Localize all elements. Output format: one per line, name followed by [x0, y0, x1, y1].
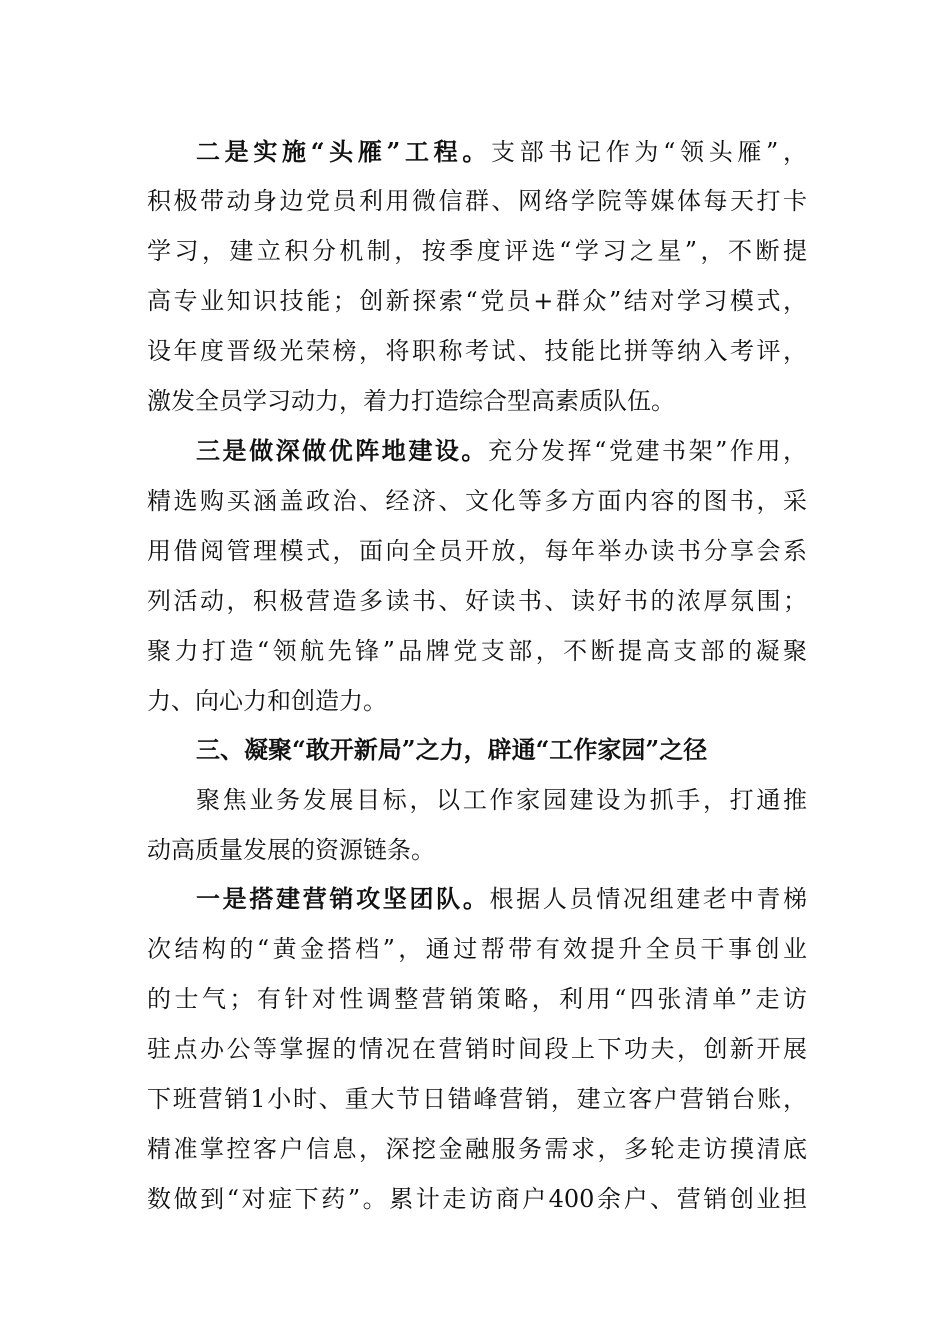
paragraph-2-line-4: 列活动，积极营造多读书、好读书、读好书的浓厚氛围；	[147, 587, 807, 615]
section-heading: 三、凝聚“敢开新局”之力，辟通“工作家园”之径	[196, 735, 708, 764]
paragraph-1-line-2: 积极带动身边党员利用微信群、网络学院等媒体每天打卡	[147, 187, 807, 215]
paragraph-1-lead: 二是实施“头雁”工程。	[196, 137, 492, 166]
paragraph-2-line-1-rest: 充分发挥“党建书架”作用，	[487, 437, 808, 465]
paragraph-4-line-1	[196, 884, 807, 914]
paragraph-1-line-3: 学习，建立积分机制，按季度评选“学习之星”，不断提	[147, 237, 807, 265]
paragraph-1-line-1	[196, 137, 807, 167]
paragraph-2-lead: 三是做深做优阵地建设。	[196, 436, 488, 465]
paragraph-4-lead: 一是搭建营销攻坚团队。	[196, 884, 490, 913]
paragraph-1-line-4: 高专业知识技能；创新探索“党员+群众”结对学习模式，	[147, 287, 807, 315]
paragraph-4-line-1-rest: 根据人员情况组建老中青梯	[489, 885, 807, 913]
paragraph-4-line-3: 的士气；有针对性调整营销策略，利用“四张清单”走访	[147, 985, 807, 1013]
paragraph-4-line-7: 数做到“对症下药”。累计走访商户400余户、营销创业担	[147, 1185, 807, 1213]
paragraph-2-line-1	[196, 436, 807, 466]
paragraph-2-line-6: 力、向心力和创造力。	[147, 687, 387, 715]
paragraph-1-line-1-rest: 支部书记作为“领头雁”，	[491, 138, 807, 166]
paragraph-1-line-5: 设年度晋级光荣榜，将职称考试、技能比拼等纳入考评，	[147, 337, 807, 365]
paragraph-3-line-1: 聚焦业务发展目标，以工作家园建设为抓手，打通推	[196, 786, 807, 814]
paragraph-4-line-6: 精准掌控客户信息，深挖金融服务需求，多轮走访摸清底	[147, 1135, 807, 1163]
paragraph-2-line-5: 聚力打造“领航先锋”品牌党支部，不断提高支部的凝聚	[147, 637, 807, 665]
paragraph-4-line-2: 次结构的“黄金搭档”，通过帮带有效提升全员干事创业	[147, 935, 807, 963]
paragraph-4-line-4: 驻点办公等掌握的情况在营销时间段上下功夫，创新开展	[147, 1035, 807, 1063]
paragraph-2-line-3: 用借阅管理模式，面向全员开放，每年举办读书分享会系	[147, 537, 807, 565]
paragraph-3-line-2: 动高质量发展的资源链条。	[147, 836, 435, 864]
paragraph-1-line-6: 激发全员学习动力，着力打造综合型高素质队伍。	[147, 387, 675, 415]
paragraph-2-line-2: 精选购买涵盖政治、经济、文化等多方面内容的图书，采	[147, 487, 807, 515]
paragraph-4-line-5: 下班营销1小时、重大节日错峰营销，建立客户营销台账，	[147, 1085, 807, 1113]
